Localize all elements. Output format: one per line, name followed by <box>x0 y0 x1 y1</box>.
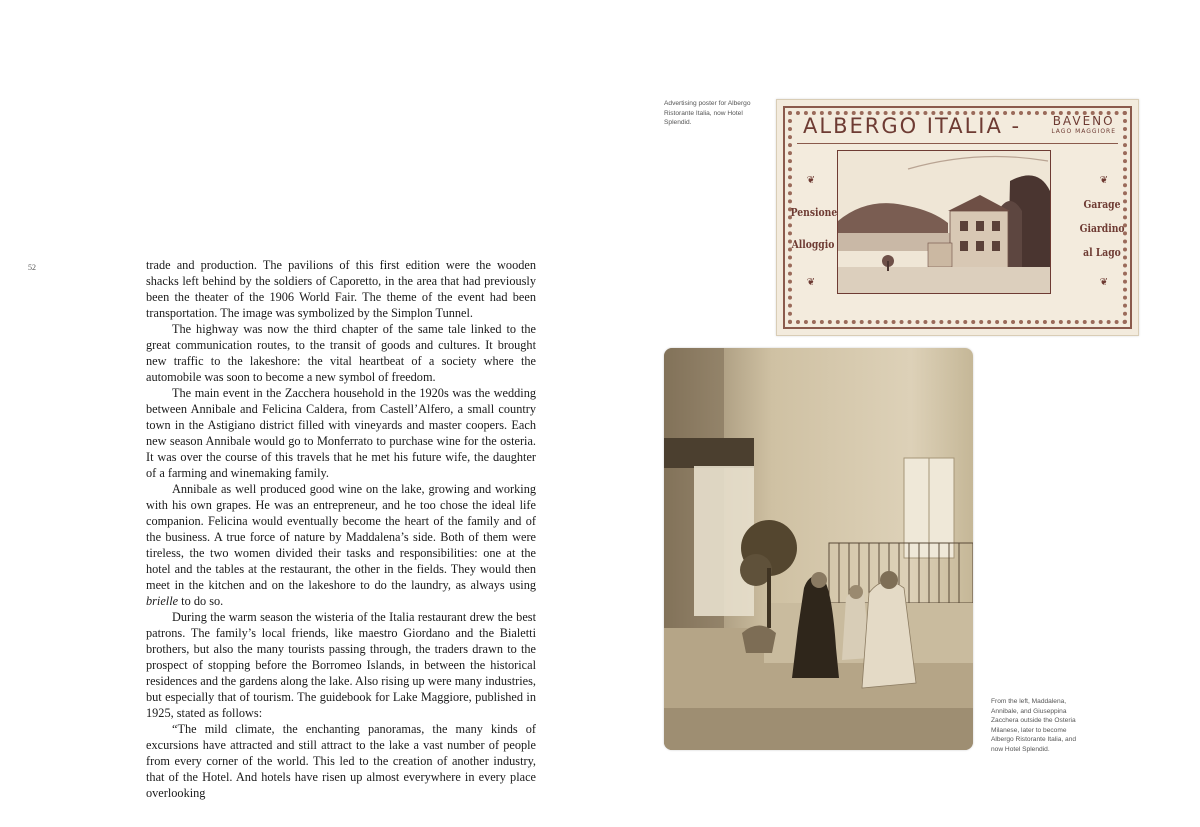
poster-label-garage: Garage <box>1083 197 1121 211</box>
paragraph: The highway was now the third chapter of the same tale linked to the great communication routes, to the transit of goods and cultures. It brought new traffic to the lakeshore: the vital heartbeat of a society where the automobile was soon to become a new symbol of freedom. <box>146 322 536 384</box>
paragraph: The main event in the Zacchera household in the 1920s was the wedding between Annibale and Felicina Caldera, from Castell’Alfero, a small country town in the Astigiano district filled with vineyards and master coopers. Each new season Annibale would go to Monferrato to purchase wine for the osteria. It was over the course of this travels that he met his future wife, the daughter of a farming and winemaking family. <box>146 386 536 480</box>
poster-lake: LAGO MAGGIORE <box>1051 128 1116 135</box>
poster-left-text <box>791 200 836 256</box>
hotel-illustration-svg <box>838 151 1050 293</box>
paragraph-text: Annibale as well produced good wine on the lake, growing and working with his own grapes. He was an entrepreneur, and he too chose the ideal life companion. Felicina would eventually become the heart of the family and of the business. A true force of nature by Maddalena’s side. Both of them were tireless, the two women divided their tasks and responsibilities: one at the hotel and the tables at the restaurant, the other in the fields. They would then meet in the kitchen and on the lakeshore to do the laundry, as always using <box>146 482 536 592</box>
paragraph: trade and production. The pavilions of this first edition were the wooden shacks left behind by the soldiers of Caporetto, in the area that had previously been the theater of the 1906 World Fair. The theme of the event had been transportation. The image was symbolized by the Simplon Tunnel. <box>146 258 536 320</box>
page-number: 52 <box>28 263 36 272</box>
paragraph <box>146 481 536 609</box>
poster-label-pensione: Pensione <box>790 205 838 219</box>
italic-term: brielle <box>146 594 179 608</box>
historical-photograph <box>664 348 973 750</box>
family-photo-svg <box>664 348 973 750</box>
poster-city: BAVENO <box>1052 114 1115 128</box>
poster-label-alloggio: Alloggio <box>791 237 835 251</box>
paragraph: “The mild climate, the enchanting panoramas, the many kinds of excursions have attracted and still attract to the lake a vast number of people from every corner of the world. This led to the creation of another industry, that of the Hotel. And hotels have risen up almost everywhere in every place overlooking <box>146 722 536 800</box>
poster-label-al-lago: al Lago <box>1083 245 1121 259</box>
poster-label-giardino: Giardino <box>1079 221 1125 235</box>
body-text <box>146 257 536 801</box>
poster-title: ALBERGO ITALIA - <box>803 114 1022 138</box>
poster-caption: Advertising poster for Albergo Ristorante Italia, now Hotel Splendid. <box>664 100 751 127</box>
poster-right-text <box>1080 192 1125 264</box>
ornament-icon: ❦ <box>806 175 816 186</box>
ornament-icon: ❦ <box>1099 277 1109 288</box>
advertising-poster <box>776 99 1139 336</box>
ornament-icon: ❦ <box>1099 175 1109 186</box>
paragraph: During the warm season the wisteria of the Italia restaurant drew the best patrons. The family’s local friends, like maestro Giordano and the Bialetti brothers, but also the many tourists passing through, the traders drawn to the prospect of stopping before the Borromeo Islands, in between the historical residences and the gardens along the lake. Also rising up were many industries, but especially that of tourism. The guidebook for Lake Maggiore, published in 1925, stated as follows: <box>146 610 536 720</box>
photo-caption: From the left, Maddalena, Annibale, and Giuseppina Zacchera outside the Osteria Milanese, later to become Albergo Ristorante Italia, and now Hotel Splendid. <box>991 698 1077 753</box>
poster-location <box>1051 114 1116 135</box>
poster-divider <box>797 143 1118 144</box>
paragraph-tail: to do so. <box>178 594 224 608</box>
poster-hotel-illustration <box>837 150 1051 294</box>
ornament-icon: ❦ <box>806 277 816 288</box>
